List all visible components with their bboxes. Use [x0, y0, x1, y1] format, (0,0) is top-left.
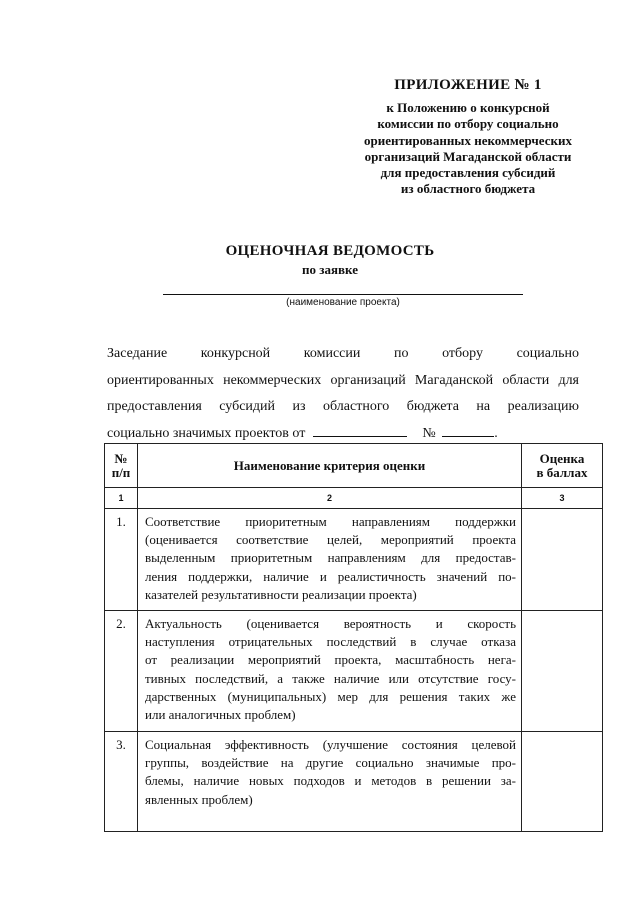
header-num-line: п/п: [111, 464, 131, 480]
criterion-line: группы, воздействие на другие социально значимые про-: [145, 755, 516, 771]
table-row: [105, 732, 603, 832]
criterion-line: явленных проблем): [145, 791, 253, 807]
table-row: [105, 611, 603, 732]
intro-line4-end: .: [494, 425, 498, 441]
appendix-line: организаций Магаданской области: [364, 148, 572, 164]
row-number: 3.: [105, 732, 138, 832]
criterion-line: дарственных (муниципальных) мер для решения таких же: [145, 688, 516, 704]
appendix-block: [318, 77, 618, 198]
row-number: 2.: [105, 611, 138, 732]
appendix-line: к Положению о конкурсной: [386, 100, 550, 115]
header-criterion: Наименование критерия оценки: [138, 444, 522, 488]
appendix-title: ПРИЛОЖЕНИЕ № 1: [394, 77, 542, 93]
criterion-text: [138, 732, 522, 832]
intro-paragraph: [107, 344, 579, 450]
header-num: [105, 444, 138, 488]
table-header-row: [105, 444, 603, 488]
meeting-date-blank: [313, 424, 407, 437]
project-name-line: [163, 294, 523, 295]
criterion-line: Социальная эффективность (улучшение состояния целевой: [145, 737, 516, 752]
appendix-line: ориентированных некоммерческих: [364, 132, 572, 148]
criterion-line: или аналогичных проблем): [145, 707, 296, 723]
intro-line4-prefix: социально значимых проектов от: [107, 425, 306, 441]
intro-line: Заседание конкурсной комиссии по отбору социально: [107, 346, 579, 361]
criteria-table: [104, 443, 603, 832]
criterion-text: [138, 509, 522, 611]
document-subtitle: по заявке: [302, 262, 358, 277]
row-number: 1.: [105, 509, 138, 611]
score-cell[interactable]: [522, 732, 603, 832]
meeting-number-blank: [442, 424, 494, 437]
appendix-line: комиссии по отбору социально: [377, 116, 559, 132]
appendix-line: для предоставления субсидий: [380, 165, 556, 181]
column-index-row: [105, 488, 603, 509]
criterion-text: [138, 611, 522, 732]
header-score-line: Оценка: [539, 450, 585, 466]
column-index: 1: [105, 488, 138, 509]
number-sign: №: [422, 425, 436, 441]
project-name-caption: (наименование проекта): [286, 297, 400, 308]
appendix-line: из областного бюджета: [400, 181, 536, 197]
header-score-line: в баллах: [536, 464, 588, 480]
column-index: 2: [138, 488, 522, 509]
criterion-line: тивных последствий, а также наличие или отсутствие госу-: [145, 670, 516, 686]
criterion-line: выделенным приоритетным направлениям для предостав-: [145, 550, 516, 566]
table-row: [105, 509, 603, 611]
criterion-line: блемы, наличие новых подходов и методов в решении за-: [145, 773, 516, 789]
criterion-line: Актуальность (оценивается вероятность и скорость: [145, 616, 516, 631]
document-title: ОЦЕНОЧНАЯ ВЕДОМОСТЬ: [225, 243, 435, 259]
criterion-line: наступления отрицательных последствий в случае отказа: [145, 634, 516, 650]
criterion-line: Соответствие приоритетным направлениям поддержки: [145, 514, 516, 529]
criterion-line: (оценивается соответствие целей, мероприятий проекта: [145, 532, 516, 548]
header-score: [522, 444, 603, 488]
intro-line: ориентированных некоммерческих организаций Магаданской области для: [107, 372, 579, 388]
criterion-line: ления поддержки, наличие и реалистичность значений по-: [145, 568, 516, 584]
criterion-line: от реализации мероприятий проекта, масштабность нега-: [145, 652, 516, 668]
document-heading: [150, 243, 510, 278]
criterion-line: казателей результативности реализации проекта): [145, 586, 417, 602]
header-num-line: №: [114, 450, 128, 466]
column-index: 3: [522, 488, 603, 509]
score-cell[interactable]: [522, 509, 603, 611]
score-cell[interactable]: [522, 611, 603, 732]
intro-line: предоставления субсидий из областного бюджета на реализацию: [107, 399, 579, 414]
